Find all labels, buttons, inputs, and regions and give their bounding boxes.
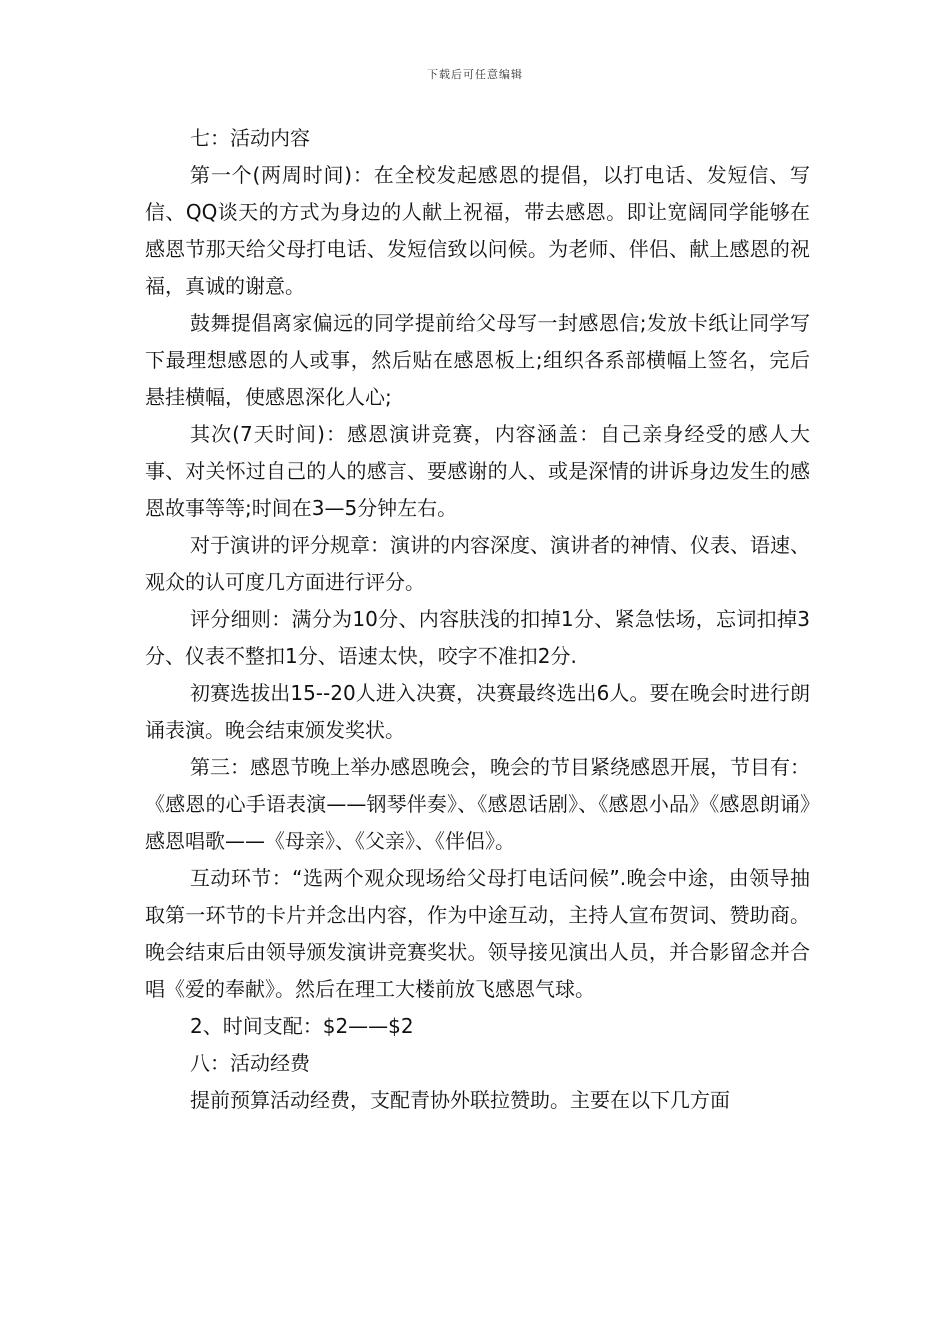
paragraph-third-phase: 第三：感恩节晚上举办感恩晚会，晚会的节目紧绕感恩开展，节目有：《感恩的心手语表演——钢琴伴奏》、《感恩话剧》、《感恩小品》《感恩朗诵》感恩唱歌——《母亲》、《父亲》、《伴侣》。 bbox=[145, 755, 810, 853]
paragraph-scoring-details: 评分细则：满分为10分、内容肤浅的扣掉1分、紧急怯场，忘词扣掉3分、仪表不整扣1分、语速太快，咬字不准扣2分. bbox=[145, 607, 810, 668]
paragraph-first-phase: 第一个(两周时间)：在全校发起感恩的提倡，以打电话、发短信、写信、QQ谈天的方式为身边的人献上祝福，带去感恩。即让宽阔同学能够在感恩节那天给父母打电话、发短信致以问候。为老师、伴侣、献上感恩的祝福，真诚的谢意。 bbox=[145, 163, 810, 298]
paragraph-budget: 提前预算活动经费，支配青协外联拉赞助。主要在以下几方面 bbox=[190, 1088, 730, 1112]
paragraph-second-phase: 其次(7天时间)：感恩演讲竞赛，内容涵盖：自己亲身经受的感人大事、对关怀过自己的人的感言、要感谢的人、或是深情的讲诉身边发生的感恩故事等等;时间在3—5分钟左右。 bbox=[145, 422, 810, 520]
section-heading-activity-funds: 八：活动经费 bbox=[190, 1051, 310, 1075]
paragraph-scoring-rules: 对于演讲的评分规章：演讲的内容深度、演讲者的神情、仪表、语速、观众的认可度几方面进行评分。 bbox=[145, 533, 810, 594]
section-heading-activity-content: 七：活动内容 bbox=[190, 126, 310, 150]
paragraph-time-schedule: 2、时间支配：$2——$2 bbox=[190, 1014, 414, 1038]
paragraph-preliminary: 初赛选拔出15--20人进入决赛，决赛最终选出6人。要在晚会时进行朗诵表演。晚会结束颁发奖状。 bbox=[145, 681, 810, 742]
paragraph-encourage-letters: 鼓舞提倡离家偏远的同学提前给父母写一封感恩信;发放卡纸让同学写下最理想感恩的人或事，然后贴在感恩板上;组织各系部横幅上签名，完后悬挂横幅，使感恩深化人心; bbox=[145, 311, 810, 409]
paragraph-interaction: 互动环节：“选两个观众现场给父母打电话问候”.晚会中途，由领导抽取第一环节的卡片并念出内容，作为中途互动，主持人宣布贺词、赞助商。晚会结束后由领导颁发演讲竞赛奖状。领导接见演出人员，并合影留念并合唱《爱的奉献》。然后在理工大楼前放飞感恩气球。 bbox=[145, 866, 810, 1001]
document-body bbox=[145, 120, 810, 1119]
header-note: 下载后可任意编辑 bbox=[427, 68, 523, 81]
